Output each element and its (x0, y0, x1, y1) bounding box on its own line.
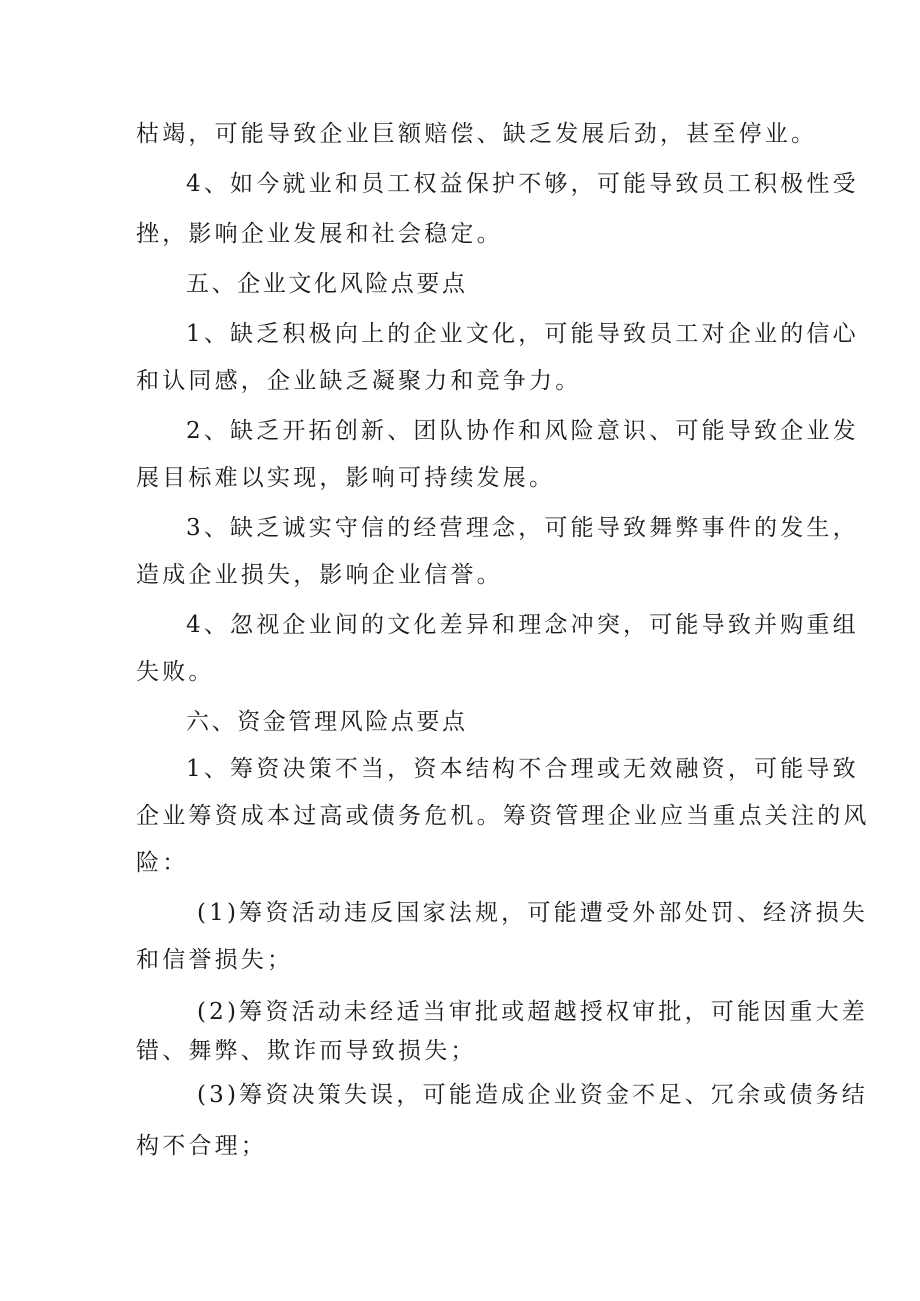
subitem-line: 和信誉损失； (136, 947, 294, 973)
paragraph-line: 挫，影响企业发展和社会稳定。 (136, 221, 503, 247)
paragraph-line: 和认同感，企业缺乏凝聚力和竞争力。 (136, 368, 582, 394)
paragraph-line: 企业筹资成本过高或债务危机。筹资管理企业应当重点关注的风 (136, 803, 870, 829)
paragraph-line: 1、缺乏积极向上的企业文化，可能导致员工对企业的信心 (186, 321, 859, 347)
section-heading-5: 五、企业文化风险点要点 (186, 271, 468, 297)
paragraph-line: 展目标难以实现，影响可持续发展。 (136, 465, 556, 491)
subitem-line: 错、舞弊、欺诈而导致损失； (136, 1038, 477, 1064)
paragraph-line: 险： (136, 850, 189, 876)
paragraph-line: 4、忽视企业间的文化差异和理念冲突，可能导致并购重组 (186, 612, 859, 638)
subitem-line: 构不合理； (136, 1133, 267, 1159)
paragraph-line: 造成企业损失，影响企业信誉。 (136, 562, 503, 588)
paragraph-line: 1、筹资决策不当，资本结构不合理或无效融资，可能导致 (186, 756, 859, 782)
paragraph-line: 枯竭，可能导致企业巨额赔偿、缺乏发展后劲，甚至停业。 (136, 121, 818, 147)
subitem-line: (1)筹资活动违反国家法规，可能遭受外部处罚、经济损失 (197, 900, 868, 926)
paragraph-line: 失败。 (136, 659, 215, 685)
section-heading-6: 六、资金管理风险点要点 (186, 709, 468, 735)
subitem-line: (2)筹资活动未经适当审批或超越授权审批，可能因重大差 (197, 999, 868, 1025)
paragraph-line: 2、缺乏开拓创新、团队协作和风险意识、可能导致企业发 (186, 418, 859, 444)
subitem-line: (3)筹资决策失误，可能造成企业资金不足、冗余或债务结 (197, 1082, 868, 1108)
paragraph-line: 3、缺乏诚实守信的经营理念，可能导致舞弊事件的发生， (186, 515, 859, 541)
paragraph-line: 4、如今就业和员工权益保护不够，可能导致员工积极性受 (186, 171, 859, 197)
